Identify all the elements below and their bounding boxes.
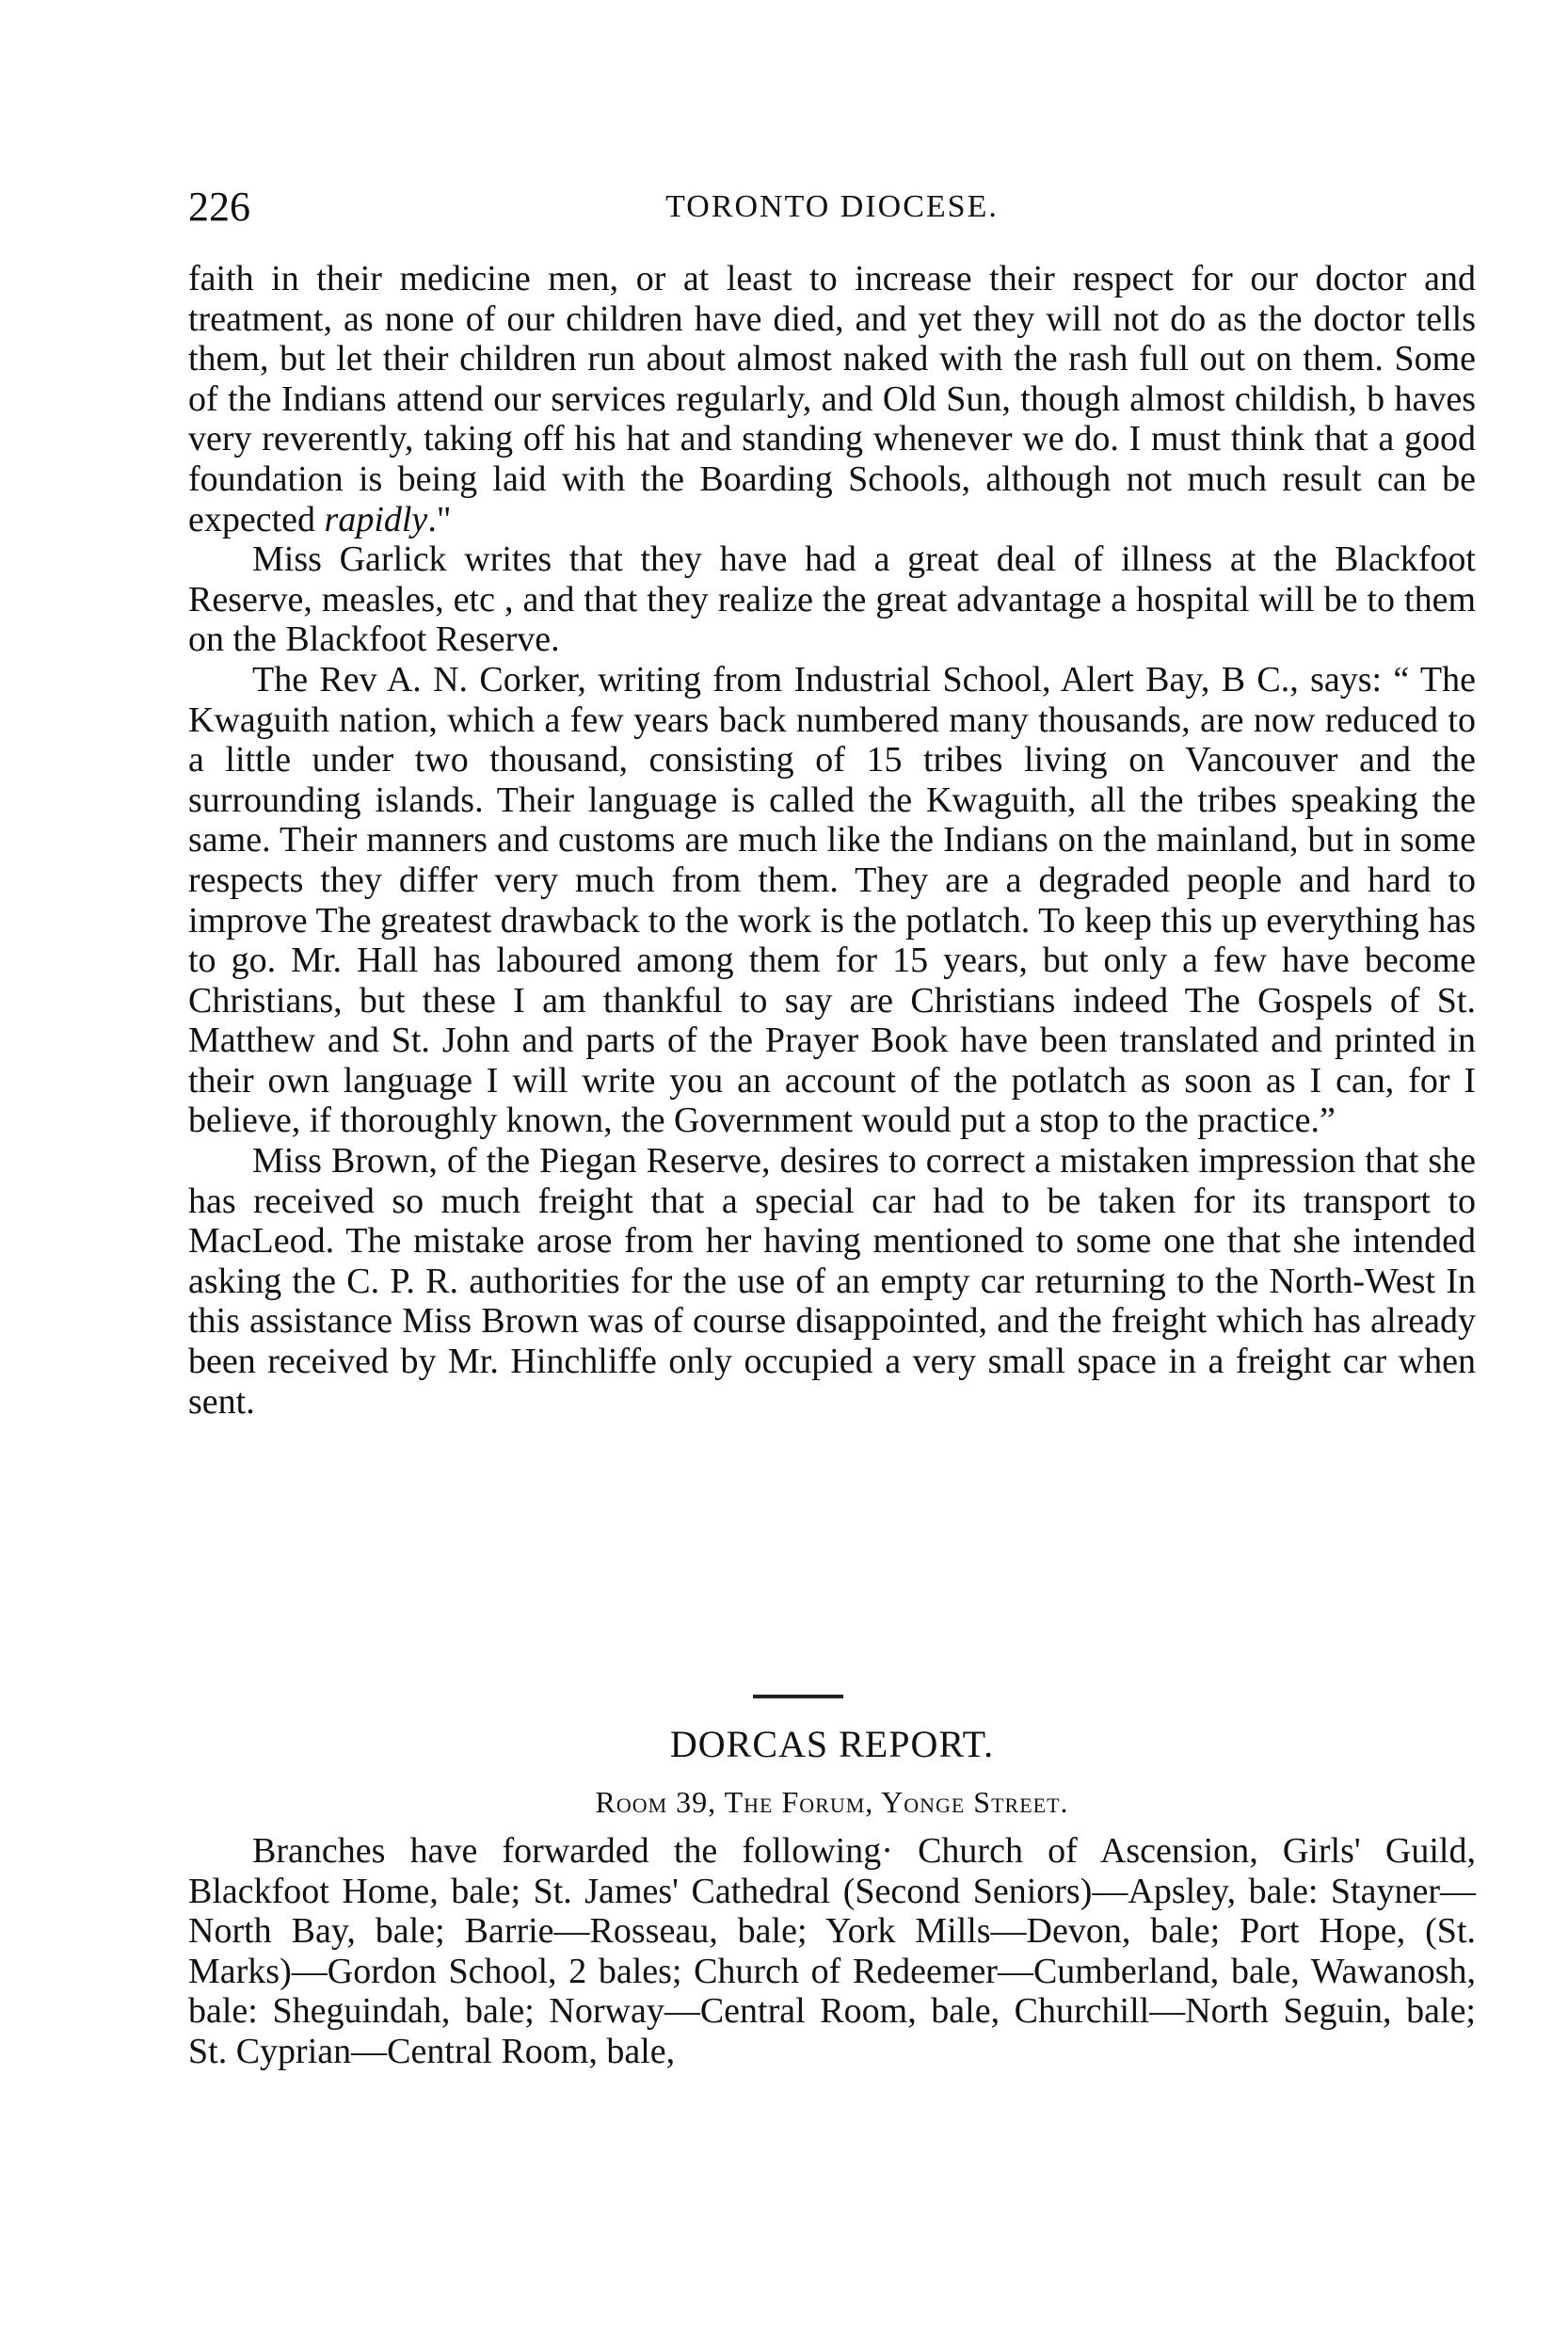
running-title: TORONTO DIOCESE. bbox=[665, 189, 999, 224]
paragraph-rev-corker: The Rev A. N. Corker, writing from Industrial School, Alert Bay, B C., says: “ The Kwaguith nation, which a few years back numbered many thousands, are now reduced to a little under two thousand, consisting of 15 tribes living on Vancouver and the surrounding islands. Their language is called the Kwaguith, all the tribes speaking the same. Their manners and customs are much like the Indians on the mainland, but in some respects they differ very much from them. They are a degraded people and hard to improve The greatest drawback to the work is the potlatch. To keep this up everything has to go. Mr. Hall has laboured among them for 15 years, but only a few have become Christians, but these I am thankful to say are Christians indeed The Gospels of St. Matthew and St. John and parts of the Prayer Book have been translated and printed in their own language I will write you an account of the potlatch as soon as I can, for I believe, if thoroughly known, the Government would put a stop to the practice.” bbox=[188, 659, 1476, 1141]
paragraph-medicine-men bbox=[188, 259, 1476, 539]
paragraph-branches: Branches have forwarded the following· Church of Ascension, Girls' Guild, Blackfoot Home, bale; St. James' Cathedral (Second Seniors)—Apsley, bale: Stayner—North Bay, bale; Barrie—Rosseau, bale; York Mills—Devon, bale; Port Hope, (St. Marks)—Gordon School, 2 bales; Church of Redeemer—Cumberland, bale, Wawanosh, bale: Sheguindah, bale; Norway—Central Room, bale, Churchill—North Seguin, bale; St. Cyprian—Central Room, bale, bbox=[188, 1831, 1476, 2071]
page-number: 226 bbox=[188, 184, 250, 230]
paragraph-text: faith in their medicine men, or at least to increase their respect for our doctor and treatment, as none of our children have died, and yet they will not do as the doctor tells them, but let their children run about almost naked with the rash full out on them. Some of the Indians attend our services regularly, and Old Sun, though almost childish, b haves very reverently, taking off his hat and standing whenever we do. I must think that a good foundation is being laid with the Boarding Schools, although not much result can be expected bbox=[188, 259, 1476, 539]
paragraph-miss-brown: Miss Brown, of the Piegan Reserve, desires to correct a mistaken impression that she has received so much freight that a special car had to be taken for its transport to MacLeod. The mistake arose from her having mentioned to some one that she intended asking the C. P. R. authorities for the use of an empty car returning to the North-West In this assistance Miss Brown was of course disappointed, and the freight which has already been received by Mr. Hinchliffe only occupied a very small space in a freight car when sent. bbox=[188, 1141, 1476, 1422]
dorcas-report-text bbox=[188, 1831, 1476, 2072]
paragraph-miss-garlick: Miss Garlick writes that they have had a great deal of illness at the Blackfoot Reserve, measles, etc , and that they realize the great advantage a hospital will be to them on the Blackfoot Reserve. bbox=[188, 539, 1476, 660]
section-subtitle: Room 39, The Forum, Yonge Street. bbox=[595, 1785, 1069, 1819]
section-title: DORCAS REPORT. bbox=[669, 1723, 995, 1765]
paragraph-text-end: ." bbox=[427, 499, 452, 539]
body-text bbox=[188, 259, 1476, 1422]
section-divider bbox=[753, 1695, 843, 1698]
running-head bbox=[188, 179, 1476, 235]
emphasis-rapidly: rapidly bbox=[324, 499, 428, 539]
